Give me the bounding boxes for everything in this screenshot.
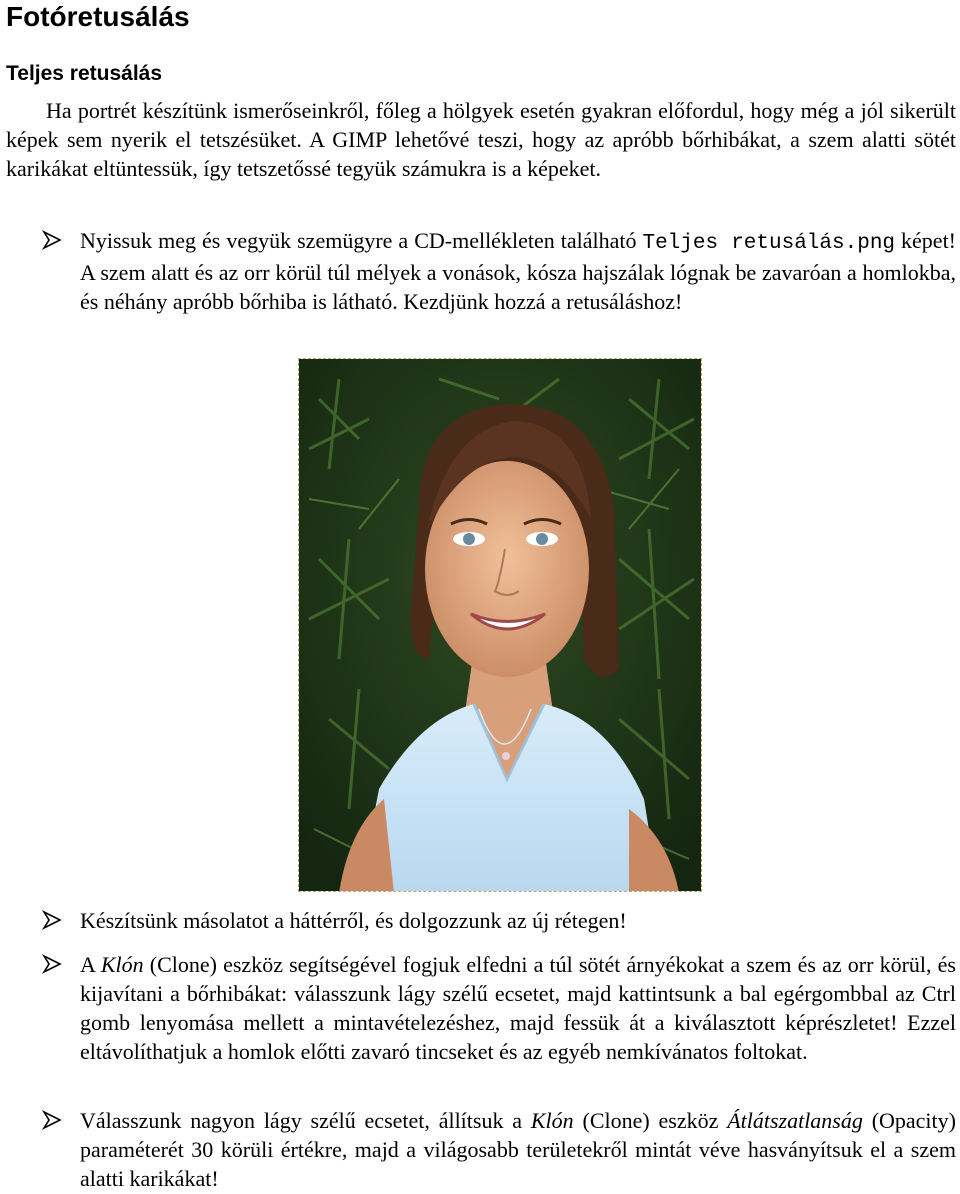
list-item (42, 950, 956, 1066)
parameter-name: Átlátszatlanság (727, 1108, 863, 1133)
file-name: Teljes retusálás.png (642, 232, 896, 255)
arrow-bullet-icon (42, 1110, 62, 1130)
bullet-text: (Opacity) paraméterét 30 körüli értékre, majd a világosabb területekről mintát véve hasványítsuk el a szem alatti karikákat! (80, 1108, 956, 1191)
arrow-bullet-icon (42, 230, 62, 250)
intro-paragraph: Ha portrét készítünk ismerőseinkről, főleg a hölgyek esetén gyakran előfordul, hogy még a jól sikerült képek sem nyerik el tetszésüket. A GIMP lehetővé teszi, hogy az apróbb bőrhibákat, a szem alatti sötét karikákat eltüntessük, így tetszetőssé tegyük számukra is a képeket. (6, 98, 956, 181)
list-item (42, 1106, 956, 1193)
bullet-text: (Clone) eszköz segítségével fogjuk elfedni a túl sötét árnyékokat a szem és az orr körül, és kijavítani a bőrhibákat: válasszunk lágy szélű ecsetet, majd kattintsunk a bal egérgombbal az Ctrl gomb lenyomása mellett a mintavételezéshez, majd fessük át a kiválasztott képrészletet! Ezzel eltávolíthatjuk a homlok előtti zavaró tincseket és az egyéb nemkívánatos foltokat. (80, 952, 956, 1064)
arrow-bullet-icon (42, 954, 62, 974)
bullet-text: (Clone) eszköz (573, 1108, 728, 1133)
page-title: Fotóretusálás (6, 1, 190, 32)
bullet-text: Nyissuk meg és vegyük szemügyre a CD-mellékleten található (80, 228, 643, 253)
arrow-bullet-icon (42, 910, 62, 930)
bullet-text: A (80, 952, 101, 977)
bullet-text: képet! A szem alatt és az orr körül túl mélyek a vonások, kósza hajszálak lógnak be zavaróan a homlokba, és néhány apróbb bőrhiba is látható. Kezdjünk hozzá a retusáláshoz! (80, 228, 957, 314)
section-heading: Teljes retusálás (6, 62, 163, 85)
portrait-photo (298, 358, 702, 892)
bullet-text: Válasszunk nagyon lágy szélű ecsetet, állítsuk a (80, 1108, 531, 1133)
bullet-text: Készítsünk másolatot a háttérről, és dolgozzunk az új rétegen! (80, 908, 627, 933)
tool-name: Klón (530, 1108, 574, 1133)
tool-name: Klón (100, 952, 144, 977)
list-item (42, 226, 956, 316)
list-item (42, 906, 956, 935)
